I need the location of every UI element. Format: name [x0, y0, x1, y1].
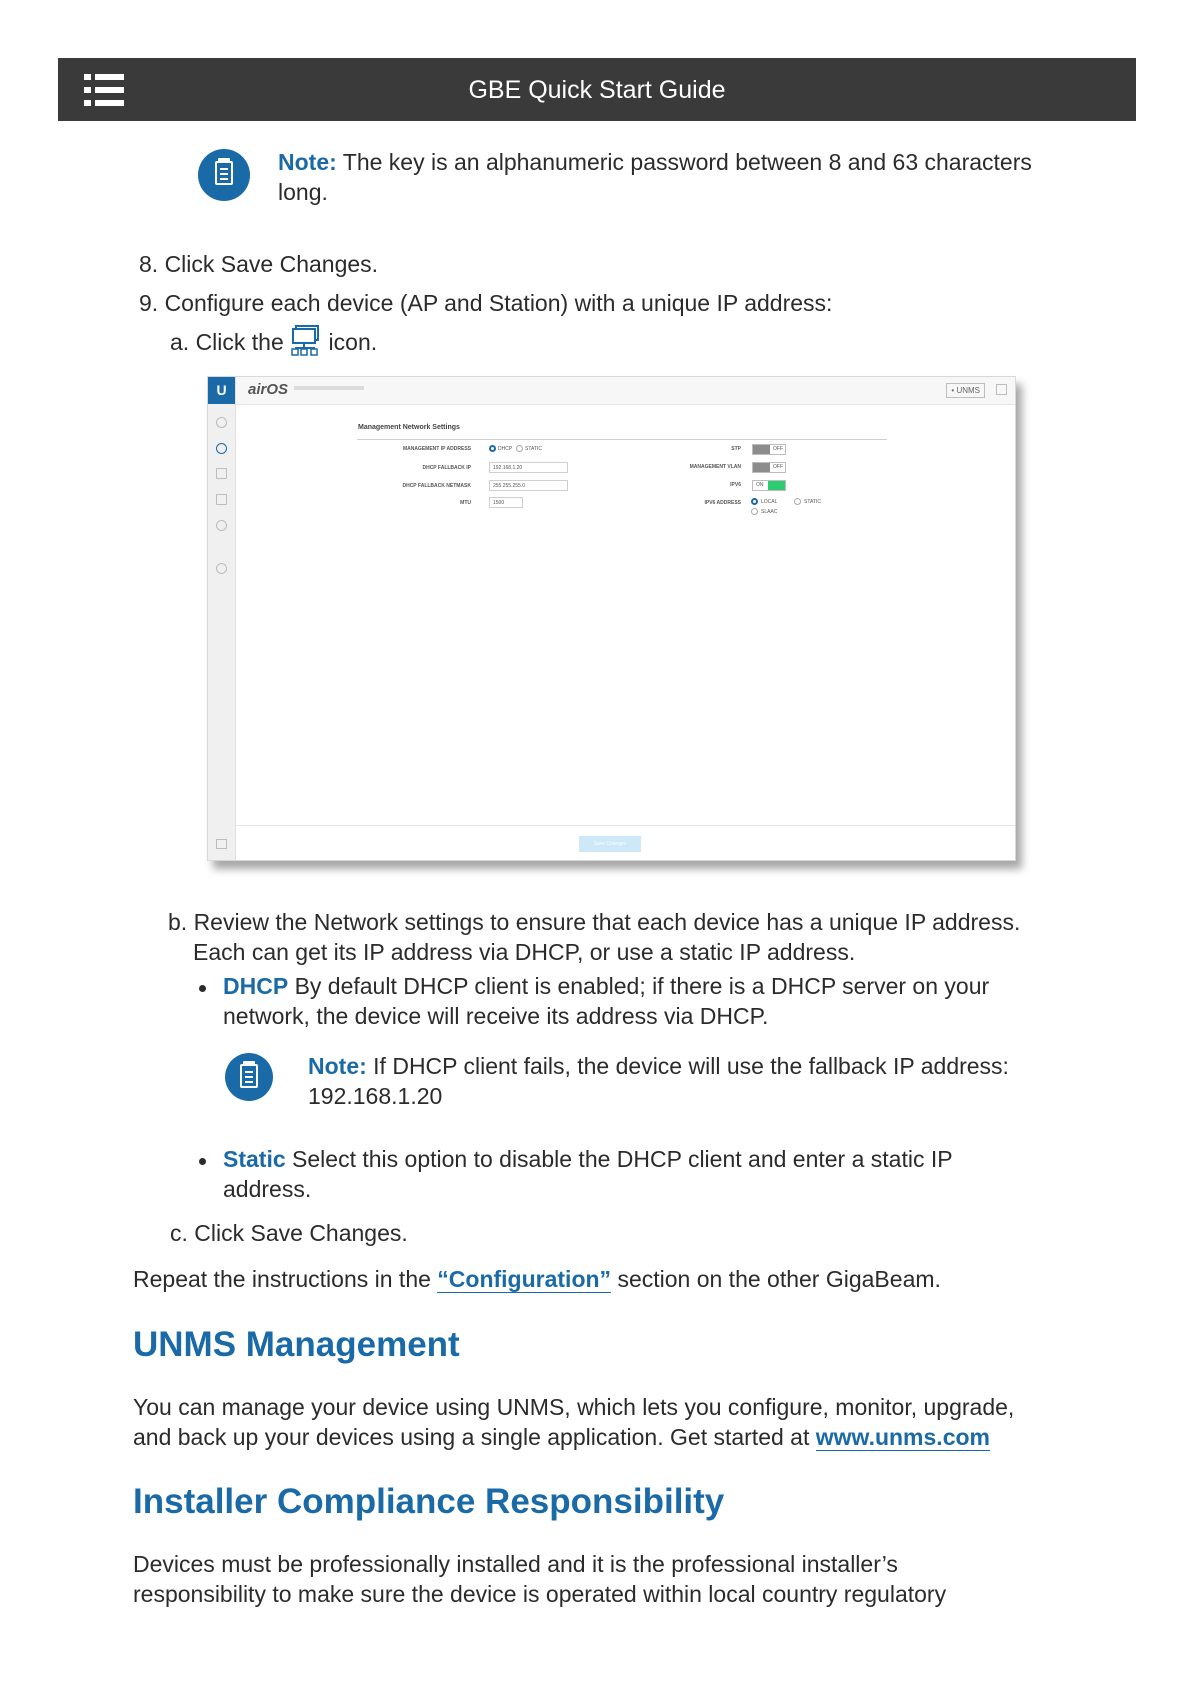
services-icon [216, 494, 227, 505]
field-label: IPV6 ADDRESS [704, 500, 741, 506]
toggle-knob [768, 481, 785, 490]
unms-link[interactable]: www.unms.com [815, 1424, 990, 1450]
section-divider [357, 439, 887, 440]
step-9b: b. Review the Network settings to ensure that each device has a unique IP address. [168, 909, 1021, 935]
compliance-paragraph: Devices must be professionally installed and it is the professional installer’s [133, 1551, 898, 1577]
note-line: If DHCP client fails, the device will use the fallback IP address: [373, 1053, 1009, 1079]
step-8: 8. Click Save Changes. [139, 251, 379, 277]
toggle-knob [753, 463, 770, 472]
step-9: 9. Configure each device (AP and Station) with a unique IP address: [139, 290, 833, 316]
step-9c: c. Click Save Changes. [170, 1220, 408, 1246]
configuration-link[interactable]: “Configuration” [437, 1266, 612, 1292]
field-label: MANAGEMENT IP ADDRESS [402, 446, 471, 452]
note-label: Note: [308, 1053, 367, 1079]
save-changes-button[interactable]: Save Changes [579, 836, 641, 852]
note-text [308, 1051, 1009, 1081]
ipv6-toggle[interactable] [752, 480, 786, 491]
note-icon [198, 149, 250, 201]
mtu-input[interactable]: 1500 [489, 497, 523, 508]
ipv6-slaac-label: SLAAC [761, 509, 778, 515]
fallback-netmask-input[interactable]: 255.255.255.0 [489, 480, 568, 491]
ipv6-local-label: LOCAL [761, 499, 778, 505]
network-tab-icon [216, 443, 227, 454]
airos-screenshot [207, 376, 1016, 861]
unms-button[interactable]: • UNMS [946, 383, 985, 398]
toggle-text: ON [756, 482, 764, 488]
note-label: Note: [278, 149, 337, 175]
wireless-icon [216, 468, 227, 479]
note-icon [225, 1053, 273, 1101]
airos-topbar [236, 377, 1015, 405]
static-radio-label: STATIC [525, 446, 543, 452]
log-icon [216, 839, 227, 849]
settings-gear-icon [216, 520, 227, 531]
fallback-ip-input[interactable]: 192.168.1.20 [489, 462, 568, 473]
field-label: DHCP FALLBACK IP [422, 465, 471, 471]
static-bullet-continued: address. [223, 1176, 312, 1202]
step-9a-post: icon. [328, 329, 378, 355]
toggle-knob [753, 445, 770, 454]
bullet [199, 1158, 206, 1165]
dhcp-bullet-text [223, 971, 989, 1001]
dhcp-term: DHCP [223, 973, 289, 999]
bullet [199, 985, 206, 992]
unms-paragraph-continued [133, 1422, 990, 1452]
step-9a [170, 324, 377, 357]
airos-sidebar [208, 377, 236, 860]
note-line: The key is an alphanumeric password between 8 and 63 characters [342, 149, 1032, 175]
field-label: STP [731, 446, 741, 452]
dashboard-icon [216, 417, 227, 428]
vlan-toggle[interactable] [752, 462, 786, 473]
static-radio[interactable] [516, 445, 523, 452]
static-desc: Select this option to disable the DHCP client and enter a static IP [292, 1146, 953, 1172]
ipv6-static-radio[interactable] [794, 498, 801, 505]
note-text-continued: long. [278, 179, 328, 205]
top-header-bar [58, 58, 1136, 121]
stp-toggle[interactable] [752, 444, 786, 455]
field-label: IPV6 [730, 482, 741, 488]
compliance-paragraph-continued: responsibility to make sure the device is operated within local country regulatory [133, 1581, 947, 1607]
ubiquiti-logo: U [208, 377, 235, 404]
repeat-pre: Repeat the instructions in the [133, 1266, 431, 1292]
ipv6-local-radio[interactable] [751, 498, 758, 505]
static-term: Static [223, 1146, 286, 1172]
device-breadcrumb [294, 386, 364, 390]
note-text [278, 147, 1032, 177]
unms-line2: and back up your devices using a single application. Get started at [133, 1424, 810, 1450]
toggle-text: OFF [773, 464, 783, 470]
toggle-text: OFF [773, 446, 783, 452]
network-icon [290, 324, 322, 356]
unms-heading: UNMS Management [133, 1325, 460, 1364]
field-label: DHCP FALLBACK NETMASK [402, 483, 471, 489]
step-9a-pre: a. Click the [170, 329, 284, 355]
repeat-instructions [133, 1264, 941, 1294]
repeat-post: section on the other GigaBeam. [617, 1266, 941, 1292]
field-label: MANAGEMENT VLAN [689, 464, 741, 470]
unms-paragraph: You can manage your device using UNMS, which lets you configure, monitor, upgrade, [133, 1394, 1015, 1420]
step-9b-continued: Each can get its IP address via DHCP, or use a static IP address. [193, 939, 856, 965]
airos-brand: airOS [248, 381, 289, 398]
field-label: MTU [460, 500, 471, 506]
ipv6-static-label: STATIC [804, 499, 822, 505]
dhcp-bullet-continued: network, the device will receive its address via DHCP. [223, 1003, 769, 1029]
logout-icon[interactable] [996, 384, 1007, 395]
dhcp-radio-label: DHCP [498, 446, 513, 452]
tools-icon [216, 563, 227, 574]
section-title: Management Network Settings [358, 424, 460, 431]
footer-divider [236, 825, 1015, 826]
fallback-ip-text: 192.168.1.20 [308, 1083, 443, 1109]
ipv6-slaac-radio[interactable] [751, 508, 758, 515]
document-title: GBE Quick Start Guide [468, 76, 726, 104]
compliance-heading: Installer Compliance Responsibility [133, 1482, 725, 1521]
dhcp-desc: By default DHCP client is enabled; if there is a DHCP server on your [294, 973, 990, 999]
static-bullet-text [223, 1144, 953, 1174]
dhcp-radio[interactable] [489, 445, 496, 452]
